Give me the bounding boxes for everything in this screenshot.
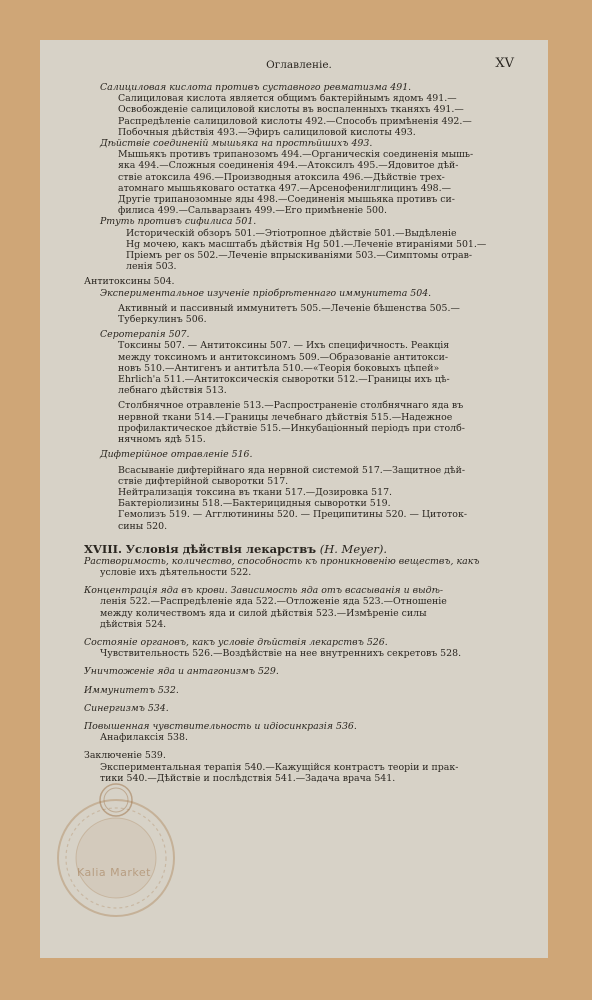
page-header — [84, 56, 514, 78]
chapter-line: Чувствительность 526.—Воздѣйствіе на нее внутреннихъ секретовъ 528. — [100, 648, 462, 660]
chapter-section-heading: Уничтоженіе яда и антагонизмъ 529. — [84, 666, 279, 678]
chapter-line: Экспериментальная терапія 540.—Кажущійся контрастъ теоріи и прак- — [100, 761, 459, 773]
chapter-section-heading: Концентрація яда въ крови. Зависимость яда отъ всасыванія и выдѣ- — [84, 585, 444, 597]
chapter-line: условіе ихъ дѣятельности 522. — [100, 566, 252, 578]
toc-line: Бактеріолизины 518.—Бактерицидныя сыворотки 519. — [118, 498, 391, 510]
chapter-number: XVIII. — [84, 541, 122, 556]
toc-line: нервной ткани 514.—Границы лечебнаго дѣйствія 515.—Надежное — [118, 411, 453, 423]
chapter-heading — [84, 542, 514, 556]
toc-line: Всасываніе дифтерійнаго яда нервной системой 517.—Защитное дѣй- — [118, 464, 465, 476]
toc-line: ствіе дифтерійной сыворотки 517. — [118, 475, 289, 487]
toc-line: Мышьякъ противъ трипанозомъ 494.—Органическія соединенія мышь- — [118, 149, 474, 161]
toc-line: Hg мочею, какъ масштабъ дѣйствія Hg 501.—Леченіе втираніями 501.— — [126, 238, 487, 250]
toc-line: лебнаго дѣйствія 513. — [118, 385, 227, 397]
toc-line: яка 494.—Сложныя соединенія 494.—Атоксилъ 495.—Ядовитое дѣй- — [118, 160, 459, 172]
toc-line: Антитоксины 504. — [84, 276, 175, 288]
toc-line: Ehrlich'а 511.—Антитоксическія сыворотки 512.—Границы ихъ цѣ- — [118, 374, 450, 386]
table-of-contents — [84, 82, 514, 532]
book-page — [40, 40, 548, 958]
chapter-author: (H. Meyer). — [319, 541, 388, 556]
chapter-section-heading: Иммунитетъ 532. — [84, 684, 179, 696]
chapter-line: тики 540.—Дѣйствіе и послѣдствія 541.—Задача врача 541. — [100, 772, 396, 784]
chapter-line: ленія 522.—Распредѣленіе яда 522.—Отложеніе яда 523.—Отношеніе — [100, 596, 447, 608]
toc-line: Столбнячное отравленіе 513.—Распространеніе столбнячнаго яда въ — [118, 400, 464, 412]
toc-line: Побочныя дѣйствія 493.—Эфиръ салициловой кислоты 493. — [118, 126, 416, 138]
toc-line: Другіе трипанозомные яды 498.—Соединенія мышьяка противъ си- — [118, 194, 455, 206]
chapter-contents — [84, 556, 514, 784]
toc-line: ствіе атоксила 496.—Производныя атоксила 496.—Дѣйствіе трех- — [118, 171, 445, 183]
toc-section-heading: Серотерапія 507. — [100, 329, 190, 341]
toc-line: атомнаго мышьяковаго остатка 497.—Арсенофенилглицинъ 498.— — [118, 182, 451, 194]
toc-line: филиса 499.—Сальварзанъ 499.—Его примѣненіе 500. — [118, 205, 387, 217]
toc-section-heading: Салициловая кислота противъ суставного ревматизма 491. — [100, 82, 412, 93]
toc-line: профилактическое дѣйствіе 515.—Инкубаціонный періодъ при столб- — [118, 422, 465, 434]
chapter-line: Заключеніе 539. — [84, 750, 166, 762]
toc-line: между токсиномъ и антитоксиномъ 509.—Образованіе антитокси- — [118, 351, 449, 363]
chapter-title: Условія дѣйствія лекарствъ — [125, 541, 317, 556]
toc-line: Салициловая кислота является общимъ бактерійнымъ ядомъ 491.— — [118, 93, 457, 105]
toc-line: Распредѣленіе салициловой кислоты 492.—Способъ примѣненія 492.— — [118, 115, 472, 127]
toc-section-heading: Дѣйствіе соединеній мышьяка на простѣйшихъ 493. — [100, 138, 373, 150]
toc-section-heading: Ртуть противъ сифилиса 501. — [100, 216, 257, 228]
watermark-text: Kalia Market — [77, 866, 151, 879]
toc-line: нячномъ ядѣ 515. — [118, 434, 206, 446]
monogram-seal-icon — [98, 782, 134, 818]
chapter-section-heading: Повышенная чувствительность и идіосинкразія 536. — [84, 720, 357, 732]
toc-line: Историческій обзоръ 501.—Этіотропное дѣйствіе 501.—Выдѣленіе — [126, 227, 457, 239]
toc-line: сины 520. — [118, 520, 168, 532]
toc-line: Нейтрализація токсина въ ткани 517.—Дозировка 517. — [118, 486, 393, 498]
toc-line: Туберкулинъ 506. — [118, 314, 207, 326]
chapter-line: между количествомъ яда и силой дѣйствія 523.—Измѣреніе силы — [100, 607, 427, 619]
chapter-line: Анафилаксія 538. — [100, 732, 188, 744]
page-title: Оглавленіе. — [266, 59, 332, 71]
chapter-line: дѣйствія 524. — [100, 618, 167, 630]
toc-line: Токсины 507. — Антитоксины 507. — Ихъ специфичность. Реакція — [118, 340, 450, 352]
toc-line: новъ 510.—Антигенъ и антитѣла 510.—«Теорія боковыхъ цѣпей» — [118, 362, 440, 374]
chapter-section-heading: Растворимость, количество, способность къ проникновенію веществъ, какъ — [84, 555, 480, 567]
toc-line: Пріемъ per os 502.—Леченіе впрыскиваніями 503.—Симптомы отрав- — [126, 250, 473, 262]
toc-line: Активный и пассивный иммунитетъ 505.—Леченіе бѣшенства 505.— — [118, 302, 460, 314]
chapter-section-heading: Состояніе органовъ, какъ условіе дѣйствія лекарствъ 526. — [84, 636, 388, 648]
page-number: XV — [495, 56, 514, 71]
toc-line: Освобожденіе салициловой кислоты въ воспаленныхъ тканяхъ 491.— — [118, 104, 464, 116]
toc-section-heading: Экспериментальное изученіе пріобрѣтеннаго иммунитета 504. — [100, 287, 432, 299]
toc-line: Гемолизъ 519. — Агглютинины 520. — Преципитины 520. — Цитоток- — [118, 509, 467, 521]
toc-section-heading: Дифтерійное отравленіе 516. — [100, 449, 253, 461]
chapter-section-heading: Синергизмъ 534. — [84, 702, 169, 714]
toc-line: ленія 503. — [126, 261, 177, 273]
